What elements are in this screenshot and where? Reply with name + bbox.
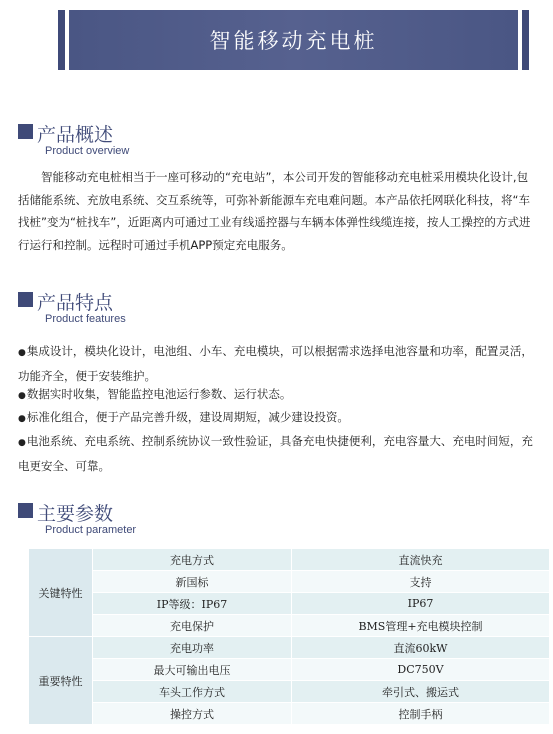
parameters-table bbox=[28, 548, 550, 725]
features-heading bbox=[18, 288, 126, 325]
parameters-title: 主要参数 bbox=[37, 503, 114, 525]
param-value: 牵引式、搬运式 bbox=[292, 681, 550, 703]
param-label: 新国标 bbox=[93, 571, 292, 593]
feature-item bbox=[18, 406, 543, 431]
param-label: 最大可输出电压 bbox=[93, 659, 292, 681]
overview-heading bbox=[18, 120, 129, 157]
feature-text: 集成设计，模块化设计，电池组、小车、充电模块，可以根据需求选择电池容量和功率，配置灵活，功能齐全，便于安装维护。 bbox=[18, 344, 533, 383]
overview-title: 产品概述 bbox=[37, 124, 114, 146]
features-title: 产品特点 bbox=[37, 292, 114, 314]
square-icon bbox=[18, 503, 33, 518]
table-row bbox=[29, 549, 550, 571]
table-row bbox=[29, 571, 550, 593]
param-value: BMS管理+充电模块控制 bbox=[292, 615, 550, 637]
overview-text: 智能移动充电桩相当于一座可移动的“充电站”，本公司开发的智能移动充电桩采用模块化设计,包括储能系统、充放电系统、交互系统等，可弥补新能源车充电难问题。本产品依托网联化科技，将“车找桩”变为“桩找车”，近距离内可通过工业有线遥控器与车辆本体弹性线缆连接，按人工操控的方式进行运行和控制。远程时可通过手机APP预定充电服务。 bbox=[18, 170, 531, 252]
param-value: 直流60kW bbox=[292, 637, 550, 659]
param-value: 控制手柄 bbox=[292, 703, 550, 725]
banner bbox=[58, 10, 529, 70]
feature-item bbox=[18, 340, 543, 388]
square-icon bbox=[18, 124, 33, 139]
table-row bbox=[29, 593, 550, 615]
table-row bbox=[29, 703, 550, 725]
bullet-icon: ● bbox=[18, 414, 26, 424]
bullet-icon: ● bbox=[18, 391, 26, 401]
feature-text: 电池系统、充电系统、控制系统协议一致性验证，具备充电快捷便利，充电容量大、充电时间短，充电更安全、可靠。 bbox=[18, 434, 533, 473]
parameters-heading bbox=[18, 499, 136, 536]
feature-item bbox=[18, 383, 543, 408]
table-row bbox=[29, 659, 550, 681]
overview-subtitle: Product overview bbox=[45, 145, 130, 157]
group-cell: 重要特性 bbox=[29, 637, 93, 725]
banner-left-bar bbox=[58, 10, 65, 70]
feature-text: 标准化组合，便于产品完善升级，建设周期短，减少建设投资。 bbox=[26, 410, 349, 424]
param-value: 支持 bbox=[292, 571, 550, 593]
features-subtitle: Product features bbox=[45, 313, 126, 325]
param-label: 车头工作方式 bbox=[93, 681, 292, 703]
param-value: DC750V bbox=[292, 659, 550, 681]
param-label: 充电方式 bbox=[93, 549, 292, 571]
param-label: IP等级：IP67 bbox=[93, 593, 292, 615]
table-row bbox=[29, 637, 550, 659]
param-value: IP67 bbox=[292, 593, 550, 615]
param-label: 操控方式 bbox=[93, 703, 292, 725]
banner-title: 智能移动充电桩 bbox=[69, 10, 518, 70]
feature-item bbox=[18, 430, 543, 478]
parameters-subtitle: Product parameter bbox=[45, 524, 137, 536]
table-row bbox=[29, 615, 550, 637]
table-row bbox=[29, 681, 550, 703]
bullet-icon: ● bbox=[18, 348, 26, 358]
group-cell: 关键特性 bbox=[29, 549, 93, 637]
param-label: 充电功率 bbox=[93, 637, 292, 659]
square-icon bbox=[18, 292, 33, 307]
param-value: 直流快充 bbox=[292, 549, 550, 571]
param-label: 充电保护 bbox=[93, 615, 292, 637]
feature-text: 数据实时收集，智能监控电池运行参数、运行状态。 bbox=[26, 387, 292, 401]
banner-right-bar bbox=[522, 10, 529, 70]
bullet-icon: ● bbox=[18, 438, 26, 448]
